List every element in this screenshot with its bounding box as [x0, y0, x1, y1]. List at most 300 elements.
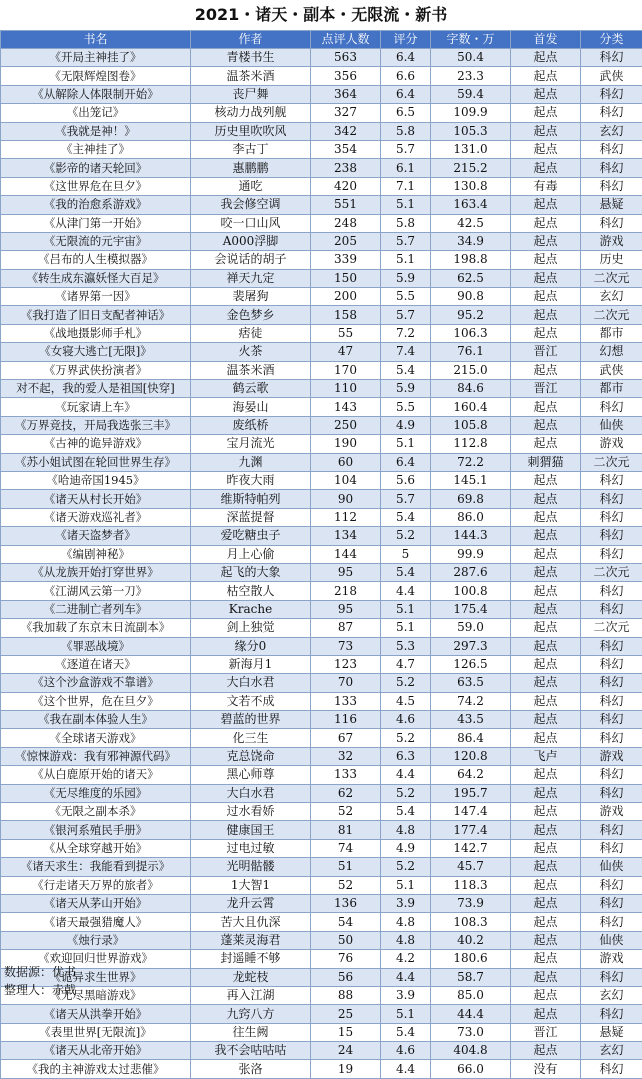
cell-platform: 刺猬猫	[511, 453, 581, 471]
cell-wordcount: 76.1	[431, 343, 511, 361]
table-row	[1, 839, 642, 857]
cell-reviewers: 190	[311, 435, 381, 453]
cell-wordcount: 144.3	[431, 527, 511, 545]
cell-category: 科幻	[581, 876, 642, 894]
cell-reviewers: 70	[311, 674, 381, 692]
cell-author: 化三生	[191, 729, 311, 747]
cell-wordcount: 100.8	[431, 582, 511, 600]
cell-platform: 起点	[511, 563, 581, 581]
cell-author: 裴屠狗	[191, 288, 311, 306]
cell-category: 二次元	[581, 269, 642, 287]
cell-platform: 起点	[511, 104, 581, 122]
cell-category: 都市	[581, 324, 642, 342]
cell-score: 6.6	[381, 67, 431, 85]
cell-wordcount: 215.0	[431, 361, 511, 379]
cell-score: 4.9	[381, 839, 431, 857]
cell-category: 科幻	[581, 177, 642, 195]
cell-title: 《逐道在诸天》	[1, 655, 191, 673]
cell-category: 科幻	[581, 140, 642, 158]
table-row	[1, 894, 642, 912]
col-header-score: 评分	[381, 31, 431, 49]
cell-category: 玄幻	[581, 1042, 642, 1060]
cell-category: 科幻	[581, 729, 642, 747]
table-row	[1, 931, 642, 949]
cell-title: 《出笼记》	[1, 104, 191, 122]
cell-author: 起飞的大象	[191, 563, 311, 581]
cell-reviewers: 67	[311, 729, 381, 747]
cell-author: 深蓝提督	[191, 508, 311, 526]
cell-reviewers: 74	[311, 839, 381, 857]
cell-category: 悬疑	[581, 196, 642, 214]
cell-author: 再入江湖	[191, 986, 311, 1004]
cell-author: 爱吃糖虫子	[191, 527, 311, 545]
cell-wordcount: 59.4	[431, 85, 511, 103]
cell-title: 《哈迪帝国1945》	[1, 471, 191, 489]
cell-reviewers: 76	[311, 950, 381, 968]
cell-author: 痞徒	[191, 324, 311, 342]
cell-wordcount: 120.8	[431, 747, 511, 765]
cell-score: 4.4	[381, 582, 431, 600]
cell-category: 仙侠	[581, 858, 642, 876]
table-row	[1, 380, 642, 398]
cell-reviewers: 339	[311, 251, 381, 269]
cell-category: 科幻	[581, 159, 642, 177]
cell-title: 《诸天从北帝开始》	[1, 1042, 191, 1060]
cell-reviewers: 218	[311, 582, 381, 600]
table-row	[1, 527, 642, 545]
cell-title: 对不起，我的爱人是祖国[快穿]	[1, 380, 191, 398]
cell-author: 光明骷髅	[191, 858, 311, 876]
cell-category: 科幻	[581, 692, 642, 710]
cell-platform: 起点	[511, 950, 581, 968]
cell-reviewers: 551	[311, 196, 381, 214]
cell-score: 5.2	[381, 527, 431, 545]
cell-author: 张洛	[191, 1060, 311, 1078]
table-row	[1, 324, 642, 342]
cell-wordcount: 175.4	[431, 600, 511, 618]
cell-reviewers: 134	[311, 527, 381, 545]
table-row	[1, 306, 642, 324]
cell-platform: 起点	[511, 711, 581, 729]
cell-platform: 起点	[511, 1042, 581, 1060]
cell-reviewers: 364	[311, 85, 381, 103]
col-header-category: 分类	[581, 31, 642, 49]
header-row	[1, 31, 642, 49]
cell-title: 《开局主神挂了》	[1, 49, 191, 67]
cell-wordcount: 195.7	[431, 784, 511, 802]
cell-platform: 起点	[511, 288, 581, 306]
cell-platform: 起点	[511, 674, 581, 692]
cell-author: 通吃	[191, 177, 311, 195]
cell-title: 《江湖风云第一刀》	[1, 582, 191, 600]
cell-score: 7.2	[381, 324, 431, 342]
cell-title: 《从解除人体限制开始》	[1, 85, 191, 103]
cell-author: 1大智1	[191, 876, 311, 894]
cell-reviewers: 62	[311, 784, 381, 802]
cell-platform: 晋江	[511, 380, 581, 398]
cell-category: 二次元	[581, 619, 642, 637]
cell-reviewers: 356	[311, 67, 381, 85]
table-row	[1, 232, 642, 250]
cell-author: 惠鹏鹏	[191, 159, 311, 177]
cell-category: 科幻	[581, 508, 642, 526]
cell-score: 6.4	[381, 49, 431, 67]
cell-platform: 起点	[511, 894, 581, 912]
table-row	[1, 563, 642, 581]
cell-score: 5.3	[381, 637, 431, 655]
cell-title: 《无尽维度的乐园》	[1, 784, 191, 802]
cell-reviewers: 144	[311, 545, 381, 563]
cell-title: 《我在副本体验人生》	[1, 711, 191, 729]
cell-score: 3.9	[381, 894, 431, 912]
cell-reviewers: 248	[311, 214, 381, 232]
cell-platform: 起点	[511, 49, 581, 67]
cell-author: 枯空散人	[191, 582, 311, 600]
cell-reviewers: 87	[311, 619, 381, 637]
cell-title: 《从全球穿越开始》	[1, 839, 191, 857]
cell-score: 5.6	[381, 471, 431, 489]
cell-wordcount: 73.0	[431, 1023, 511, 1041]
cell-title: 《万界竞技，开局我选张三丰》	[1, 416, 191, 434]
cell-author: 剑上独觉	[191, 619, 311, 637]
cell-reviewers: 55	[311, 324, 381, 342]
cell-wordcount: 99.9	[431, 545, 511, 563]
cell-category: 科幻	[581, 637, 642, 655]
table-row	[1, 582, 642, 600]
cell-category: 玄幻	[581, 122, 642, 140]
cell-reviewers: 52	[311, 876, 381, 894]
cell-category: 玄幻	[581, 288, 642, 306]
cell-wordcount: 198.8	[431, 251, 511, 269]
cell-category: 科幻	[581, 49, 642, 67]
cell-score: 5.5	[381, 288, 431, 306]
cell-score: 4.7	[381, 655, 431, 673]
cell-author: 龙升云霄	[191, 894, 311, 912]
cell-score: 5.7	[381, 140, 431, 158]
cell-reviewers: 60	[311, 453, 381, 471]
cell-author: 月上心偷	[191, 545, 311, 563]
table-row	[1, 453, 642, 471]
cell-author: 我不会咕咕咕	[191, 1042, 311, 1060]
cell-category: 二次元	[581, 563, 642, 581]
cell-category: 幻想	[581, 343, 642, 361]
cell-score: 5.1	[381, 251, 431, 269]
cell-title: 《惊悚游戏：我有邪神源代码》	[1, 747, 191, 765]
cell-category: 科幻	[581, 85, 642, 103]
cell-title: 《诸天从茅山开始》	[1, 894, 191, 912]
cell-wordcount: 34.9	[431, 232, 511, 250]
cell-wordcount: 177.4	[431, 821, 511, 839]
table-row	[1, 398, 642, 416]
cell-score: 5.2	[381, 858, 431, 876]
cell-author: 会说话的胡子	[191, 251, 311, 269]
cell-platform: 起点	[511, 545, 581, 563]
cell-title: 《这个沙盒游戏不靠谱》	[1, 674, 191, 692]
cell-wordcount: 147.4	[431, 803, 511, 821]
cell-author: Krache	[191, 600, 311, 618]
table-row	[1, 177, 642, 195]
cell-platform: 起点	[511, 729, 581, 747]
cell-score: 4.4	[381, 766, 431, 784]
cell-reviewers: 170	[311, 361, 381, 379]
cell-platform: 起点	[511, 416, 581, 434]
cell-platform: 起点	[511, 766, 581, 784]
cell-wordcount: 40.2	[431, 931, 511, 949]
cell-category: 游戏	[581, 803, 642, 821]
cell-title: 《我加载了东京末日流副本》	[1, 619, 191, 637]
cell-title: 《全球诸天游戏》	[1, 729, 191, 747]
col-header-reviewers: 点评人数	[311, 31, 381, 49]
cell-platform: 起点	[511, 196, 581, 214]
table-row	[1, 858, 642, 876]
cell-author: A000浮脚	[191, 232, 311, 250]
cell-wordcount: 86.0	[431, 508, 511, 526]
cell-title: 《欢迎回归世界游戏》	[1, 950, 191, 968]
cell-platform: 起点	[511, 471, 581, 489]
table-row	[1, 122, 642, 140]
cell-category: 科幻	[581, 527, 642, 545]
table-row	[1, 196, 642, 214]
cell-score: 4.8	[381, 931, 431, 949]
cell-category: 科幻	[581, 784, 642, 802]
table-row	[1, 85, 642, 103]
cell-title: 《诸天从村长开始》	[1, 490, 191, 508]
cell-wordcount: 45.7	[431, 858, 511, 876]
cell-reviewers: 51	[311, 858, 381, 876]
table-row	[1, 140, 642, 158]
cell-category: 科幻	[581, 913, 642, 931]
table-row	[1, 821, 642, 839]
cell-author: 新海月1	[191, 655, 311, 673]
cell-wordcount: 130.8	[431, 177, 511, 195]
cell-reviewers: 56	[311, 968, 381, 986]
cell-title: 《这个世界，危在旦夕》	[1, 692, 191, 710]
table-row	[1, 729, 642, 747]
cell-category: 科幻	[581, 821, 642, 839]
cell-category: 玄幻	[581, 986, 642, 1004]
cell-wordcount: 23.3	[431, 67, 511, 85]
cell-category: 科幻	[581, 490, 642, 508]
table-row	[1, 361, 642, 379]
cell-author: 金色梦乡	[191, 306, 311, 324]
cell-wordcount: 118.3	[431, 876, 511, 894]
cell-platform: 起点	[511, 692, 581, 710]
table-row	[1, 637, 642, 655]
cell-title: 《转生成东瀛妖怪大百足》	[1, 269, 191, 287]
cell-reviewers: 150	[311, 269, 381, 287]
cell-score: 6.4	[381, 453, 431, 471]
cell-category: 科幻	[581, 894, 642, 912]
cell-reviewers: 81	[311, 821, 381, 839]
cell-reviewers: 112	[311, 508, 381, 526]
cell-title: 《从津门第一开始》	[1, 214, 191, 232]
table-row	[1, 1060, 642, 1078]
table-row	[1, 159, 642, 177]
organizer: 整理人：赤戟	[4, 981, 76, 999]
table-row	[1, 269, 642, 287]
table-row	[1, 49, 642, 67]
cell-score: 5.7	[381, 490, 431, 508]
cell-reviewers: 123	[311, 655, 381, 673]
cell-score: 5.8	[381, 122, 431, 140]
table-row	[1, 104, 642, 122]
cell-wordcount: 69.8	[431, 490, 511, 508]
table-row	[1, 545, 642, 563]
cell-score: 4.4	[381, 968, 431, 986]
cell-reviewers: 354	[311, 140, 381, 158]
cell-wordcount: 142.7	[431, 839, 511, 857]
cell-wordcount: 86.4	[431, 729, 511, 747]
cell-platform: 起点	[511, 968, 581, 986]
cell-reviewers: 158	[311, 306, 381, 324]
cell-score: 5.1	[381, 876, 431, 894]
cell-platform: 有毒	[511, 177, 581, 195]
cell-category: 游戏	[581, 232, 642, 250]
cell-platform: 起点	[511, 876, 581, 894]
cell-wordcount: 106.3	[431, 324, 511, 342]
cell-author: 九渊	[191, 453, 311, 471]
cell-platform: 起点	[511, 1005, 581, 1023]
cell-author: 历史里吹吹风	[191, 122, 311, 140]
cell-wordcount: 62.5	[431, 269, 511, 287]
table-row	[1, 251, 642, 269]
cell-platform: 起点	[511, 600, 581, 618]
cell-platform: 起点	[511, 140, 581, 158]
cell-reviewers: 47	[311, 343, 381, 361]
cell-reviewers: 563	[311, 49, 381, 67]
cell-category: 科幻	[581, 655, 642, 673]
cell-platform: 起点	[511, 490, 581, 508]
cell-wordcount: 63.5	[431, 674, 511, 692]
cell-platform: 起点	[511, 527, 581, 545]
table-row	[1, 288, 642, 306]
cell-author: 温茶米酒	[191, 67, 311, 85]
cell-score: 7.1	[381, 177, 431, 195]
cell-author: 维斯特帕列	[191, 490, 311, 508]
cell-wordcount: 105.3	[431, 122, 511, 140]
cell-score: 4.8	[381, 821, 431, 839]
cell-platform: 起点	[511, 324, 581, 342]
cell-reviewers: 238	[311, 159, 381, 177]
cell-wordcount: 215.2	[431, 159, 511, 177]
cell-author: 龙蛇枝	[191, 968, 311, 986]
cell-wordcount: 108.3	[431, 913, 511, 931]
cell-score: 5.5	[381, 398, 431, 416]
table-row	[1, 471, 642, 489]
cell-score: 7.4	[381, 343, 431, 361]
cell-category: 科幻	[581, 398, 642, 416]
cell-title: 《吕布的人生模拟器》	[1, 251, 191, 269]
cell-score: 5.9	[381, 380, 431, 398]
cell-score: 5.2	[381, 729, 431, 747]
cell-platform: 起点	[511, 803, 581, 821]
cell-score: 3.9	[381, 986, 431, 1004]
cell-category: 历史	[581, 251, 642, 269]
cell-wordcount: 131.0	[431, 140, 511, 158]
cell-platform: 飞卢	[511, 747, 581, 765]
cell-category: 科幻	[581, 711, 642, 729]
cell-platform: 起点	[511, 784, 581, 802]
cell-author: 九窍八方	[191, 1005, 311, 1023]
table-row	[1, 655, 642, 673]
cell-reviewers: 24	[311, 1042, 381, 1060]
cell-title: 《影帝的诸天轮回》	[1, 159, 191, 177]
cell-reviewers: 73	[311, 637, 381, 655]
cell-author: 过水看娇	[191, 803, 311, 821]
cell-author: 昨夜大雨	[191, 471, 311, 489]
cell-title: 《诸天盗梦者》	[1, 527, 191, 545]
cell-title: 《我就是神！》	[1, 122, 191, 140]
cell-title: 《诸天求生：我能看到提示》	[1, 858, 191, 876]
cell-reviewers: 95	[311, 600, 381, 618]
cell-reviewers: 15	[311, 1023, 381, 1041]
cell-score: 5.4	[381, 803, 431, 821]
cell-score: 6.5	[381, 104, 431, 122]
cell-platform: 起点	[511, 582, 581, 600]
cell-title: 《编剧神秘》	[1, 545, 191, 563]
cell-reviewers: 54	[311, 913, 381, 931]
cell-platform: 没有	[511, 1060, 581, 1078]
cell-score: 5.4	[381, 563, 431, 581]
cell-title: 《我的主神游戏太过悲催》	[1, 1060, 191, 1078]
cell-platform: 起点	[511, 637, 581, 655]
cell-author: 碧蓝的世界	[191, 711, 311, 729]
data-source: 数据源：优书	[4, 963, 76, 981]
cell-score: 5.1	[381, 1005, 431, 1023]
cell-wordcount: 42.5	[431, 214, 511, 232]
cell-reviewers: 200	[311, 288, 381, 306]
cell-score: 4.6	[381, 711, 431, 729]
cell-title: 《诸界第一因》	[1, 288, 191, 306]
cell-reviewers: 104	[311, 471, 381, 489]
cell-platform: 起点	[511, 251, 581, 269]
cell-wordcount: 58.7	[431, 968, 511, 986]
cell-platform: 起点	[511, 655, 581, 673]
col-header-title: 书名	[1, 31, 191, 49]
cell-platform: 起点	[511, 508, 581, 526]
cell-platform: 起点	[511, 361, 581, 379]
cell-author: 咬一口山风	[191, 214, 311, 232]
table-row	[1, 711, 642, 729]
cell-wordcount: 50.4	[431, 49, 511, 67]
cell-author: 大白水君	[191, 784, 311, 802]
table-row	[1, 986, 642, 1004]
cell-wordcount: 74.2	[431, 692, 511, 710]
cell-category: 游戏	[581, 435, 642, 453]
cell-reviewers: 90	[311, 490, 381, 508]
table-row	[1, 876, 642, 894]
table-row	[1, 784, 642, 802]
cell-title: 《主神挂了》	[1, 140, 191, 158]
cell-wordcount: 112.8	[431, 435, 511, 453]
cell-platform: 起点	[511, 839, 581, 857]
cell-reviewers: 116	[311, 711, 381, 729]
cell-reviewers: 136	[311, 894, 381, 912]
cell-reviewers: 133	[311, 766, 381, 784]
cell-platform: 起点	[511, 913, 581, 931]
cell-category: 科幻	[581, 968, 642, 986]
col-header-author: 作者	[191, 31, 311, 49]
cell-title: 《罪恶战境》	[1, 637, 191, 655]
cell-author: 文若不成	[191, 692, 311, 710]
cell-score: 5.7	[381, 232, 431, 250]
cell-category: 科幻	[581, 600, 642, 618]
cell-reviewers: 342	[311, 122, 381, 140]
cell-score: 4.9	[381, 416, 431, 434]
sheet-title: 2021・诸天・副本・无限流・新书	[0, 0, 642, 30]
cell-wordcount: 44.4	[431, 1005, 511, 1023]
table-row	[1, 766, 642, 784]
